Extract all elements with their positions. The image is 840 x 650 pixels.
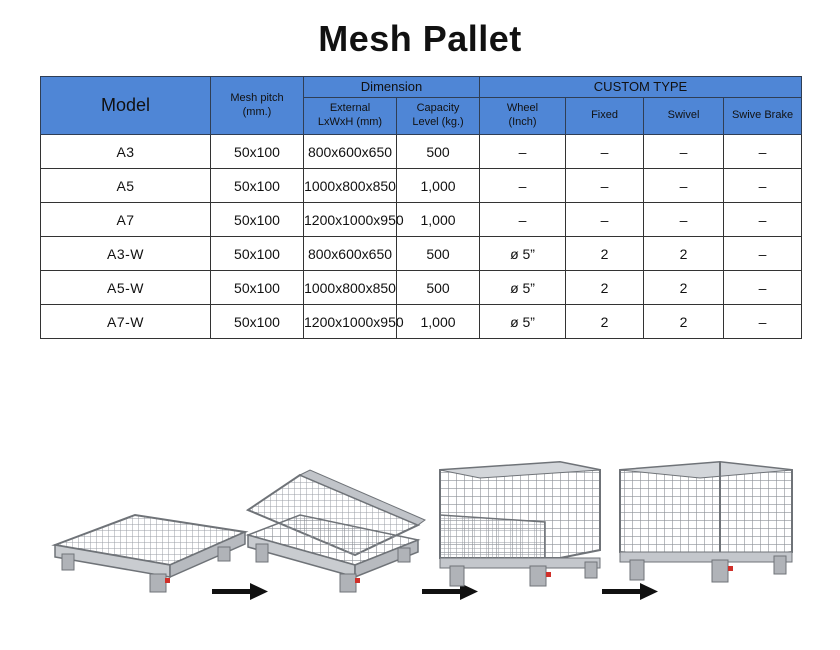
assembled-pallet-image [620,462,792,582]
header-wheel-unit: (Inch) [508,116,537,128]
arrow-right-icon [602,583,658,600]
cell-swivel: 2 [644,305,724,339]
header-external-unit: LxWxH (mm) [317,116,383,128]
cell-mesh: 50x100 [211,135,304,169]
cell-fixed: – [566,203,644,237]
open-front-pallet-image [440,462,600,586]
table-row [41,203,802,237]
cell-fixed: – [566,169,644,203]
cell-mesh: 50x100 [211,237,304,271]
cell-model: A7-W [41,305,211,339]
page-title: Mesh Pallet [318,18,522,59]
cell-wheel: – [480,135,566,169]
header-mesh-pitch [211,77,304,135]
header-custom-type: CUSTOM TYPE [480,77,802,98]
cell-capacity: 500 [397,135,480,169]
cell-capacity: 1,000 [397,169,480,203]
cell-model: A3 [41,135,211,169]
table-row [41,169,802,203]
header-dimension: Dimension [304,77,480,98]
unfolding-pallet-image [248,470,425,592]
cell-swivel: 2 [644,237,724,271]
cell-wheel: – [480,169,566,203]
cell-mesh: 50x100 [211,169,304,203]
cell-swivel: – [644,203,724,237]
header-capacity [397,98,480,135]
cell-model: A5-W [41,271,211,305]
cell-brake: – [724,271,802,305]
cell-fixed: 2 [566,271,644,305]
cell-model: A3-W [41,237,211,271]
header-swive-brake: Swive Brake [724,98,802,135]
cell-swivel: – [644,135,724,169]
assembly-sequence [0,440,840,650]
cell-wheel: – [480,203,566,237]
header-wheel-label: Wheel [506,102,539,115]
cell-external: 1000x800x850 [304,169,397,203]
cell-wheel: ø 5” [480,305,566,339]
cell-brake: – [724,237,802,271]
table-row [41,271,802,305]
cell-swivel: 2 [644,271,724,305]
cell-brake: – [724,203,802,237]
header-wheel [480,98,566,135]
cell-capacity: 500 [397,271,480,305]
cell-wheel: ø 5” [480,271,566,305]
cell-fixed: – [566,135,644,169]
cell-external: 1200x1000x950 [304,203,397,237]
arrow-right-icon [212,583,268,600]
cell-external: 800x600x650 [304,135,397,169]
cell-capacity: 500 [397,237,480,271]
cell-external: 1000x800x850 [304,271,397,305]
header-capacity-unit: Level (kg.) [412,116,464,128]
cell-mesh: 50x100 [211,271,304,305]
header-capacity-label: Capacity [416,102,460,115]
header-external-label: External [329,102,371,115]
cell-brake: – [724,169,802,203]
cell-swivel: – [644,169,724,203]
cell-brake: – [724,305,802,339]
table-row [41,135,802,169]
header-external [304,98,397,135]
cell-model: A5 [41,169,211,203]
header-mesh-pitch-unit: (mm.) [242,105,272,118]
cell-brake: – [724,135,802,169]
cell-mesh: 50x100 [211,203,304,237]
cell-external: 1200x1000x950 [304,305,397,339]
cell-mesh: 50x100 [211,305,304,339]
folded-pallet-image [55,515,245,592]
table-row [41,305,802,339]
cell-capacity: 1,000 [397,305,480,339]
cell-fixed: 2 [566,305,644,339]
cell-wheel: ø 5” [480,237,566,271]
header-fixed: Fixed [566,98,644,135]
cell-external: 800x600x650 [304,237,397,271]
spec-table [40,76,802,339]
cell-fixed: 2 [566,237,644,271]
cell-capacity: 1,000 [397,203,480,237]
cell-model: A7 [41,203,211,237]
header-model: Model [41,77,211,135]
header-mesh-pitch-label: Mesh pitch [230,91,284,104]
header-swivel: Swivel [644,98,724,135]
table-row [41,237,802,271]
